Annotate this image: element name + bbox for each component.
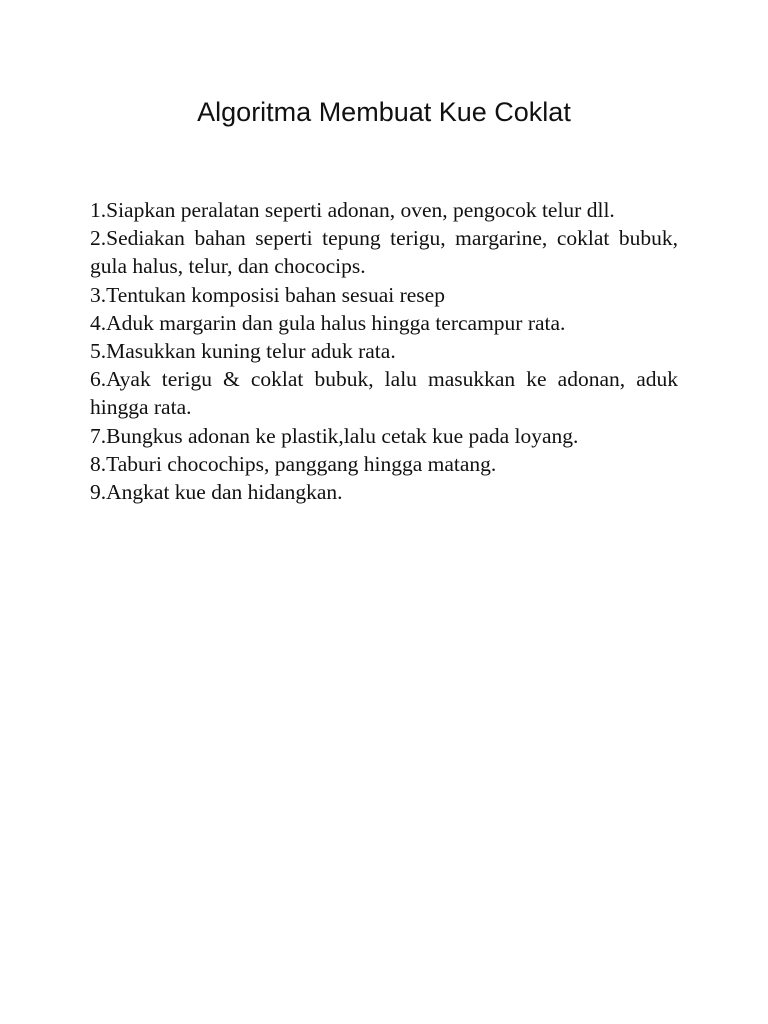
step-list (90, 196, 678, 506)
step-item: 7.Bungkus adonan ke plastik,lalu cetak kue pada loyang. (90, 423, 579, 448)
step-item: 2.Sediakan bahan seperti tepung terigu, margarine, coklat bubuk, gula halus, telur, dan chococips. (90, 226, 678, 279)
step-item: 5.Masukkan kuning telur aduk rata. (90, 339, 396, 364)
step-item: 1.Siapkan peralatan seperti adonan, oven, pengocok telur dll. (90, 198, 615, 222)
page-title: Algoritma Membuat Kue Coklat (197, 97, 571, 127)
step-item: 6.Ayak terigu & coklat bubuk, lalu masukkan ke adonan, aduk hingga rata. (90, 367, 678, 420)
step-item: 8.Taburi chocochips, panggang hingga matang. (90, 451, 497, 476)
step-item: 9.Angkat kue dan hidangkan. (90, 480, 343, 505)
step-item: 3.Tentukan komposisi bahan sesuai resep (90, 282, 445, 307)
step-item: 4.Aduk margarin dan gula halus hingga tercampur rata. (90, 310, 566, 335)
